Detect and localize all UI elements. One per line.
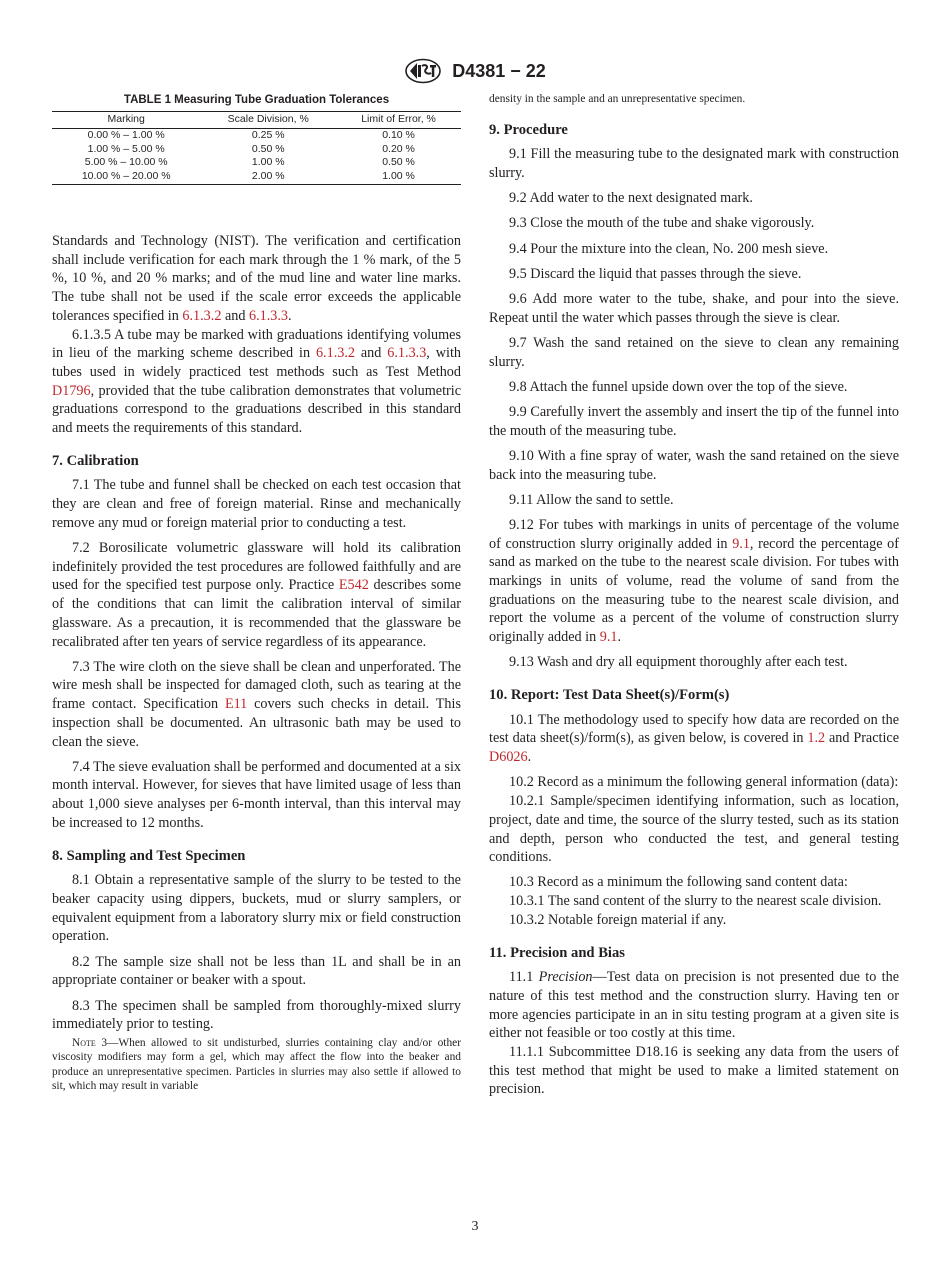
graduation-tolerances-table — [52, 111, 461, 185]
table-cell: 0.00 % – 1.00 % — [87, 128, 165, 141]
link-d1796[interactable]: D1796 — [52, 382, 91, 399]
note-label: Note 3 — [72, 1036, 108, 1049]
section-heading-sampling: 8. Sampling and Test Specimen — [52, 847, 246, 864]
paragraph-7-2: 7.2 Borosilicate volumetric glassware will hold its calibration indefinitely provided the test procedures are followed faithfully and are used for the specified test purpose only. Practice E542 describes some of the conditions that can limit the calibration interval of similar glassware. As a precaution, it is recommended that the glassware be recalibrated after ten years of service regardless of its appearance. — [52, 540, 461, 650]
paragraph-10-3-1: 10.3.1 The sand content of the slurry to the nearest scale division. — [509, 893, 882, 910]
paragraph-9-10: 9.10 With a fine spray of water, wash the sand retained on the sieve back into the measuring tube. — [489, 447, 899, 483]
paragraph-nist-verification: Standards and Technology (NIST). The verification and certification shall include verification for each mark through the 1 % mark, of the 5 %, 10 %, and 20 % marks; and of the mud line and water line marks. The tube shall not be used if the scale error exceeds the applicable tolerances specified in 6.1.3.2 and 6.1.3.3. — [52, 232, 461, 324]
page-header — [0, 58, 950, 84]
paragraph-9-8: 9.8 Attach the funnel upside down over the top of the sieve. — [509, 378, 848, 395]
paragraph-9-3: 9.3 Close the mouth of the tube and shake vigorously. — [509, 215, 815, 232]
column-header: Scale Division, % — [200, 112, 336, 129]
note-3: Note 3—When allowed to sit undisturbed, slurries containing clay and/or other viscosity modifiers may form a gel, which may affect the flow into the beaker and produce an unrepresentative specimen. Particles in slurries may also settle if allowed to sit, which may result in variable — [52, 1036, 461, 1093]
column-header: Marking — [52, 112, 200, 129]
astm-logo-icon — [404, 58, 442, 84]
link-e542[interactable]: E542 — [338, 577, 369, 594]
section-heading-calibration: 7. Calibration — [52, 452, 139, 469]
paragraph-10-1: 10.1 The methodology used to specify how data are recorded on the test data sheet(s)/form(s), as given below, is covered in 1.2 and Practice D6026. — [489, 711, 900, 766]
section-heading-precision: 11. Precision and Bias — [489, 944, 625, 961]
table-cell: 0.50 % — [382, 156, 415, 169]
link-d6026[interactable]: D6026 — [489, 749, 528, 766]
paragraph-9-1: 9.1 Fill the measuring tube to the designated mark with construction slurry. — [489, 146, 899, 181]
precision-term: Precision — [538, 969, 593, 986]
column-header: Limit of Error, % — [336, 112, 461, 129]
table-row — [52, 128, 461, 142]
paragraph-9-2: 9.2 Add water to the next designated mark. — [509, 190, 753, 207]
note-3-continued: density in the sample and an unrepresentative specimen. — [489, 93, 746, 105]
page-number: 3 — [471, 1219, 479, 1234]
link-6-1-3-2[interactable]: 6.1.3.2 — [315, 345, 355, 362]
link-6-1-3-3[interactable]: 6.1.3.3 — [387, 345, 427, 362]
paragraph-7-1: 7.1 The tube and funnel shall be checked on each test occasion that they are clean and free of foreign material. Rinse and mechanically remove any mud or foreign material prior to conducting a test. — [52, 477, 461, 531]
table-cell: 0.10 % — [382, 128, 415, 141]
table-cell: 0.50 % — [251, 142, 285, 155]
table-row — [52, 156, 461, 170]
right-column — [489, 92, 899, 1099]
section-heading-report: 10. Report: Test Data Sheet(s)/Form(s) — [489, 687, 730, 704]
paragraph-8-1: 8.1 Obtain a representative sample of the slurry to be tested to the beaker capacity using dippers, buckets, mud or slurry samplers, or equivalent equipment from a laboratory slurry mix or field construction operation. — [52, 872, 461, 945]
link-6-1-3-3[interactable]: 6.1.3.3 — [249, 307, 289, 324]
paragraph-10-3: 10.3 Record as a minimum the following sand content data: — [509, 874, 848, 891]
paragraph-11-1-1: 11.1.1 Subcommittee D18.16 is seeking any data from the users of this test method that might be used to make a limited statement on precision. — [489, 1044, 899, 1098]
table-cell: 1.00 % – 5.00 % — [87, 142, 165, 155]
link-1-2[interactable]: 1.2 — [807, 730, 826, 747]
link-9-1[interactable]: 9.1 — [599, 629, 618, 646]
paragraph-7-4: 7.4 The sieve evaluation shall be performed and documented at a six month interval. However, for sieves that have limited usage of less than about 1,000 sieve analyses per 6-month interval, than this interval may be increased to 12 months. — [52, 758, 461, 831]
paragraph-8-2: 8.2 The sample size shall not be less than 1L and shall be in an appropriate container or beaker with a spout. — [52, 953, 461, 989]
paragraph-7-3: 7.3 The wire cloth on the sieve shall be clean and unperforated. The wire mesh shall be inspected for damaged cloth, such as tearing at the frame contact. Specification E11 covers such checks in detail. This inspection shall be documented. An ultrasonic bath may be used to clean the sieve. — [52, 658, 461, 750]
paragraph-8-3: 8.3 The specimen shall be sampled from thoroughly-mixed slurry immediately prior to testing. — [52, 997, 461, 1033]
table-cell: 1.00 % — [251, 156, 285, 169]
paragraph-9-12: 9.12 For tubes with markings in units of percentage of the volume of construction slurry originally added in 9.1, record the percentage of sand as marked on the tube to the nearest scale division. For tubes with markings in units of volume, read the volume of sand from the graduations on the measuring tube to the nearest scale division, and report the volume as a percent of the volume of construction slurry originally added in 9.1. — [489, 516, 899, 646]
table-cell: 0.20 % — [382, 142, 415, 155]
paragraph-10-2-1: 10.2.1 Sample/specimen identifying information, such as location, project, date and time, the source of the slurry tested, such as its station and depth, person who conducted the test, and general testing conditions. — [489, 793, 899, 866]
table-row — [52, 143, 461, 157]
paragraph-11-1: 11.1 Precision—Test data on precision is not presented due to the nature of this test method and the construction slurry. Having ten or more agencies participate in an in situ testing program at a given site is either not feasible or too costly at this time. — [489, 969, 900, 1042]
paragraph-9-4: 9.4 Pour the mixture into the clean, No. 200 mesh sieve. — [509, 240, 829, 257]
table-cell: 5.00 % – 10.00 % — [84, 156, 168, 169]
document-designation: D4381 − 22 — [452, 60, 546, 81]
paragraph-9-11: 9.11 Allow the sand to settle. — [509, 491, 674, 508]
paragraph-10-2: 10.2 Record as a minimum the following general information (data): — [509, 774, 899, 791]
table-title: TABLE 1 Measuring Tube Graduation Tolerances — [123, 94, 390, 106]
paragraph-9-7: 9.7 Wash the sand retained on the sieve to clean any remaining slurry. — [489, 334, 899, 370]
paragraph-9-5: 9.5 Discard the liquid that passes through the sieve. — [509, 265, 802, 282]
table-cell: 2.00 % — [200, 170, 336, 184]
paragraph-9-13: 9.13 Wash and dry all equipment thoroughly after each test. — [509, 654, 848, 671]
table-cell: 0.25 % — [251, 128, 285, 141]
link-6-1-3-2[interactable]: 6.1.3.2 — [182, 307, 222, 324]
paragraph-10-3-2: 10.3.2 Notable foreign material if any. — [509, 911, 727, 928]
table-cell: 10.00 % – 20.00 % — [52, 170, 200, 184]
section-heading-procedure: 9. Procedure — [489, 121, 568, 138]
link-e11[interactable]: E11 — [224, 696, 248, 713]
table-row — [52, 170, 461, 184]
table-header-row — [52, 112, 461, 129]
paragraph-6-1-3-5: 6.1.3.5 A tube may be marked with graduations identifying volumes in lieu of the marking scheme described in 6.1.3.2 and 6.1.3.3, with tubes used in widely practiced test methods such as Test Method D1796, provided that the tube calibration demonstrates that volumetric graduations correspond to the graduations described in this standard and meets the requirements of this standard. — [52, 326, 461, 437]
paragraph-9-9: 9.9 Carefully invert the assembly and insert the tip of the funnel into the mouth of the measuring tube. — [489, 403, 899, 439]
link-9-1[interactable]: 9.1 — [732, 535, 750, 552]
table-cell: 1.00 % — [336, 170, 461, 184]
left-column — [52, 92, 461, 1094]
paragraph-9-6: 9.6 Add more water to the tube, shake, and pour into the sieve. Repeat until the water which passes through the sieve is clear. — [489, 290, 899, 326]
